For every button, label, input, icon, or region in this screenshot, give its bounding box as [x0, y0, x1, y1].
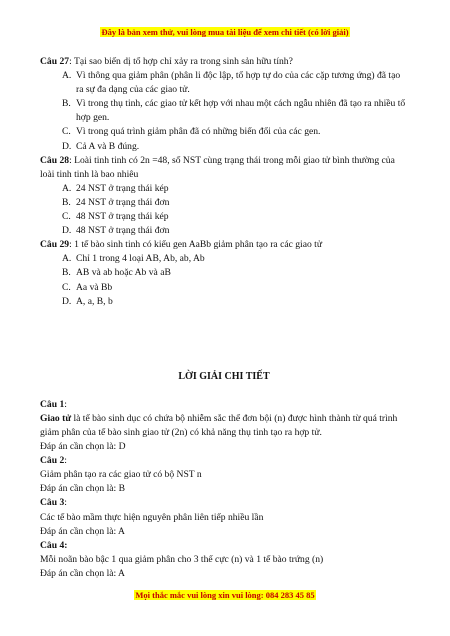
contact-banner	[0, 590, 450, 600]
question-stem: Câu 29: 1 tế bào sinh tinh có kiểu gen AaBb giảm phân tạo ra các giao tử	[40, 239, 323, 251]
question-27	[40, 55, 408, 154]
solution-answer: Đáp án cần chọn là: A	[40, 525, 125, 537]
option-d: D. Cả A và B đúng.	[62, 140, 140, 152]
document-body	[40, 55, 408, 581]
solution-title: Câu 1:	[40, 398, 67, 410]
solution-answer: Đáp án cần chọn là: A	[40, 567, 125, 579]
question-stem: Câu 28: Loài tinh tinh có 2n =48, số NST cùng trạng thái trong mỗi giao tử bình thường của loài tinh tinh là bao nhiêu	[40, 154, 395, 180]
solution-answer: Đáp án cần chọn là: B	[40, 483, 125, 495]
preview-banner-text: Đây là bản xem thử, vui lòng mua tài liệu để xem chi tiết (có lời giải)	[101, 27, 349, 37]
solution-title: Câu 3:	[40, 497, 67, 509]
question-stem: Câu 27: Tại sao biến dị tổ hợp chỉ xảy ra trong sinh sản hữu tính?	[40, 56, 293, 67]
preview-banner	[0, 27, 450, 37]
contact-banner-text: Mọi thắc mắc vui lòng xin vui lòng: 084 283 45 85	[135, 590, 315, 600]
question-label: Câu 29	[40, 239, 70, 251]
solution-item-4	[40, 539, 408, 581]
solution-title: Câu 4:	[40, 539, 68, 551]
question-29	[40, 238, 408, 308]
option-a: A. Vì thông qua giảm phân (phân li độc lập, tổ hợp tự do của các cặp tương ứng) đã tạo ra sự đa dạng của các giao tử.	[62, 70, 401, 96]
option-c: C. 48 NST ở trạng thái kép	[62, 211, 169, 223]
solution-body: Giao tử là tế bào sinh dục có chứa bộ nhiễm sắc thể đơn bội (n) được hình thành từ quá trình giảm phân của tế bào sinh giao tử (2n) có khả năng thụ tinh tạo ra hợp tử.	[40, 412, 398, 438]
option-b: B. Vì trong thụ tinh, các giao tử kết hợp với nhau một cách ngẫu nhiên đã tạo ra nhiều tổ hợp gen.	[62, 98, 406, 124]
solution-title: Câu 2:	[40, 455, 67, 467]
spacer	[40, 309, 408, 366]
solution-item-3	[40, 496, 408, 538]
solution-body: Các tế bào mầm thực hiện nguyên phân liên tiếp nhiều lần	[40, 511, 264, 523]
option-c: C. Vì trong quá trình giảm phân đã có những biến đổi của các gen.	[62, 126, 321, 138]
question-28	[40, 154, 408, 239]
solution-item-1	[40, 398, 408, 454]
option-c: C. Aa và Bb	[62, 281, 113, 293]
solution-body: Giảm phân tạo ra các giao tử có bộ NST n	[40, 469, 202, 481]
option-d: D. A, a, B, b	[62, 295, 113, 307]
option-b: B. 24 NST ở trạng thái đơn	[62, 196, 170, 208]
solution-answer: Đáp án cần chọn là: D	[40, 441, 126, 453]
solution-heading: LỜI GIẢI CHI TIẾT	[178, 370, 270, 382]
solution-item-2	[40, 454, 408, 496]
option-d: D. 48 NST ở trạng thái đơn	[62, 225, 170, 237]
option-b: B. AB và ab hoặc Ab và aB	[62, 267, 171, 279]
option-a: A. Chỉ 1 trong 4 loại AB, Ab, ab, Ab	[62, 253, 205, 265]
question-label: Câu 28	[40, 154, 70, 166]
option-a: A. 24 NST ở trạng thái kép	[62, 182, 169, 194]
question-label: Câu 27	[40, 56, 70, 67]
solution-body: Mỗi noãn bào bậc 1 qua giảm phân cho 3 thể cực (n) và 1 tế bào trứng (n)	[40, 553, 324, 565]
